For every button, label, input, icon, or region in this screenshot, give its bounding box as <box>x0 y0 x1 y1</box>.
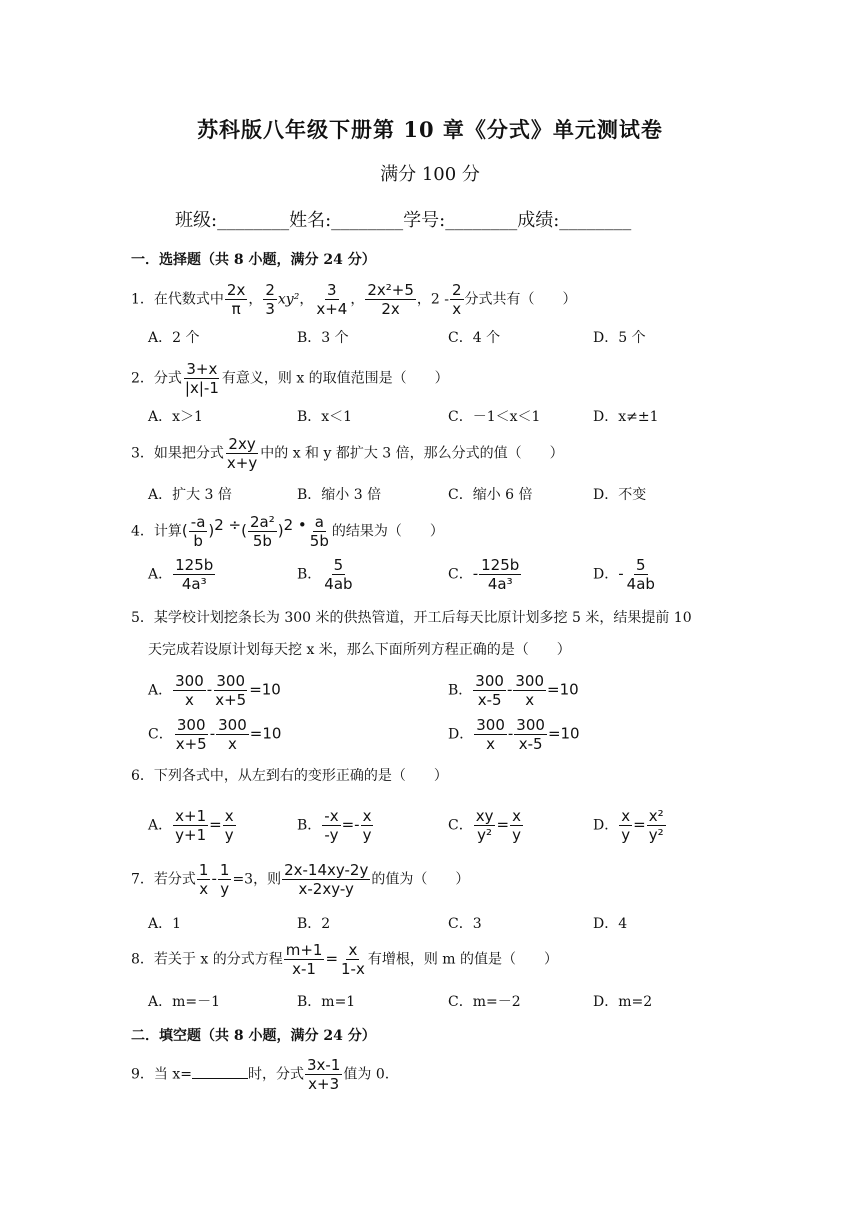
q1-option-c: C．4 个 <box>448 330 501 346</box>
q1-option-b: B．3 个 <box>297 330 349 346</box>
q4-option-a: A． $\frac{125b}{\text{4a³}}$ <box>148 556 214 593</box>
question-7: 7．若分式 $\frac{1}{x}$ - $\frac{1}{y}$ =3，则 $\frac{2x-14xy-2y}{x-2xy-y}$ 的值为（ ） <box>131 861 470 898</box>
q1-fraction-1: $\frac{2x}{\pi}$ <box>226 281 246 318</box>
q3-option-c: C．缩小 6 倍 <box>448 487 533 503</box>
q5-option-b: B． $\frac{300}{x-5}$ - $\frac{300}{x}$ =10 <box>448 672 579 709</box>
q2-stem-end: 有意义，则 x 的取值范围是（ ） <box>221 370 449 387</box>
q4-stem-end: 的结果为（ ） <box>331 523 444 540</box>
q7-option-d: D．4 <box>593 916 628 932</box>
q7-option-c: C．3 <box>448 916 482 932</box>
q3-option-b: B．缩小 3 倍 <box>297 487 382 503</box>
q7-stem: 7．若分式 <box>131 871 196 888</box>
q2-stem: 2．分式 <box>131 370 182 387</box>
q5-option-a: A． $\frac{300}{x}$ - $\frac{300}{x+5}$ =10 <box>148 672 281 709</box>
q7-option-a: A．1 <box>148 916 182 932</box>
q4-fraction-1: $\frac{-a}{b}$ <box>190 513 206 550</box>
question-3 <box>131 435 564 472</box>
q3-stem-end: 中的 x 和 y 都扩大 3 倍，那么分式的值（ ） <box>260 445 564 462</box>
q3-option-a: A．扩大 3 倍 <box>148 487 232 503</box>
q7-option-b: B．2 <box>297 916 331 932</box>
q2-option-a: A．x＞1 <box>148 409 203 425</box>
q1-fraction-5: $\frac{2}{x}$ <box>451 281 462 318</box>
question-5-line-1: 5．某学校计划挖条长为 300 米的供热管道，开工后每天比原计划多挖 5 米，结果提前 10 <box>131 610 692 626</box>
q7-fraction: $\frac{2x-14xy-2y}{x-2xy-y}$ <box>284 861 369 898</box>
q8-option-b: B．m=1 <box>297 994 356 1010</box>
q9-fraction: $\frac{3x-1}{x+3}$ <box>306 1056 341 1093</box>
q4-operator-2: 2 • <box>283 515 307 534</box>
q6-option-d: D． $\frac{x}{y}$ = $\frac{\text{x²}}{\text{y²}}$ <box>593 807 664 844</box>
question-8: 8．若关于 x 的分式方程 $\frac{m+1}{x-1}$ = $\frac{x}{1-x}$ 有增根，则 m 的值是（ ） <box>131 941 559 978</box>
class-field: 班级:________ <box>175 210 290 231</box>
q8-option-a: A．m=－1 <box>148 994 221 1010</box>
q8-option-c: C．m=－2 <box>448 994 521 1010</box>
q1-monomial: xy² <box>277 291 300 308</box>
q4-option-b: B． $\frac{5}{4ab}$ <box>297 556 353 593</box>
question-1: 1．在代数式中 $\frac{2x}{\pi}$ ， $\frac{2}{3}$ xy²， $\frac{3}{x+4}$ ， $\frac{\text{2x²+5}}{2x}$ ，2 - $\frac{2}{x}$ 分式共有（ ） <box>131 281 577 318</box>
q3-option-d: D．不变 <box>593 487 647 503</box>
q6-option-b: B． $\frac{-x}{-y}$ =- $\frac{x}{y}$ <box>297 807 372 844</box>
q2-option-d: D．x≠±1 <box>593 409 659 425</box>
q9-answer-blank[interactable] <box>192 1064 248 1079</box>
q8-stem: 8．若关于 x 的分式方程 <box>131 951 283 968</box>
question-2 <box>131 360 449 397</box>
q2-option-c: C．－1＜x＜1 <box>448 409 541 425</box>
q4-stem: 4．计算 <box>131 523 182 540</box>
q4-option-d: D．- $\frac{5}{4ab}$ <box>593 556 655 593</box>
question-5-line-2: 天完成若设原计划每天挖 x 米，那么下面所列方程正确的是（ ） <box>148 642 571 658</box>
q6-option-c: C． $\frac{xy}{\text{y²}}$ = $\frac{x}{y}$ <box>448 807 521 844</box>
q4-option-c: C．- $\frac{125b}{\text{4a³}}$ <box>448 556 520 593</box>
q5-option-d: D． $\frac{300}{x}$ - $\frac{300}{x-5}$ =10 <box>448 716 580 753</box>
section-choice-heading: 一．选择题（共 8 小题，满分 24 分） <box>131 252 376 268</box>
q1-fraction-2: $\frac{2}{3}$ <box>265 281 275 318</box>
question-9: 9．当 x= 时，分式 $\frac{3x-1}{x+3}$ 值为 0. <box>131 1056 390 1093</box>
name-field: 姓名:________ <box>289 210 404 231</box>
q1-stem: 1．在代数式中 <box>131 291 224 308</box>
q6-option-a: A． $\frac{x+1}{y+1}$ = $\frac{x}{y}$ <box>148 807 234 844</box>
q4-fraction-2: $\frac{\text{2a²}}{5b}$ <box>250 513 275 550</box>
q5-option-c: C． $\frac{300}{x+5}$ - $\frac{300}{x}$ =10 <box>148 716 282 753</box>
q2-option-b: B．x＜1 <box>297 409 353 425</box>
q1-fraction-3: $\frac{3}{x+4}$ <box>316 281 348 318</box>
q2-fraction: $\frac{3+x}{|x|-1}$ <box>184 360 219 397</box>
q9-stem: 9．当 x= <box>131 1066 192 1083</box>
section-fill-heading: 二．填空题（共 8 小题，满分 24 分） <box>131 1028 376 1044</box>
q3-stem: 3．如果把分式 <box>131 445 224 462</box>
question-6: 6．下列各式中，从左到右的变形正确的是（ ） <box>131 768 448 784</box>
question-4: 4．计算( $\frac{-a}{b}$ )$^{2 \div}$( $\frac{\text{2a²}}{5b}$ )$^{2 •}$ $\frac{a}{5b}$ 的结果为（ ） <box>131 513 444 550</box>
q8-option-d: D．m=2 <box>593 994 653 1010</box>
q1-fraction-4: $\frac{\text{2x²+5}}{2x}$ <box>367 281 414 318</box>
q3-fraction: $\frac{2xy}{x+y}$ <box>226 435 258 472</box>
student-info-fields <box>175 206 631 232</box>
page-subtitle: 满分 100 分 <box>380 164 480 185</box>
page-title: 苏科版八年级下册第 10 章《分式》单元测试卷 <box>197 117 663 142</box>
q1-option-a: A．2 个 <box>148 330 200 346</box>
score-field: 成绩:________ <box>517 210 632 231</box>
q4-fraction-3: $\frac{a}{5b}$ <box>309 513 329 550</box>
q4-operator-1: 2 ÷ <box>214 515 242 534</box>
student-id-field: 学号:________ <box>403 210 518 231</box>
q1-stem-end: 分式共有（ ） <box>464 291 577 308</box>
q1-option-d: D．5 个 <box>593 330 646 346</box>
q1-expression-5: 2 - <box>430 291 449 308</box>
